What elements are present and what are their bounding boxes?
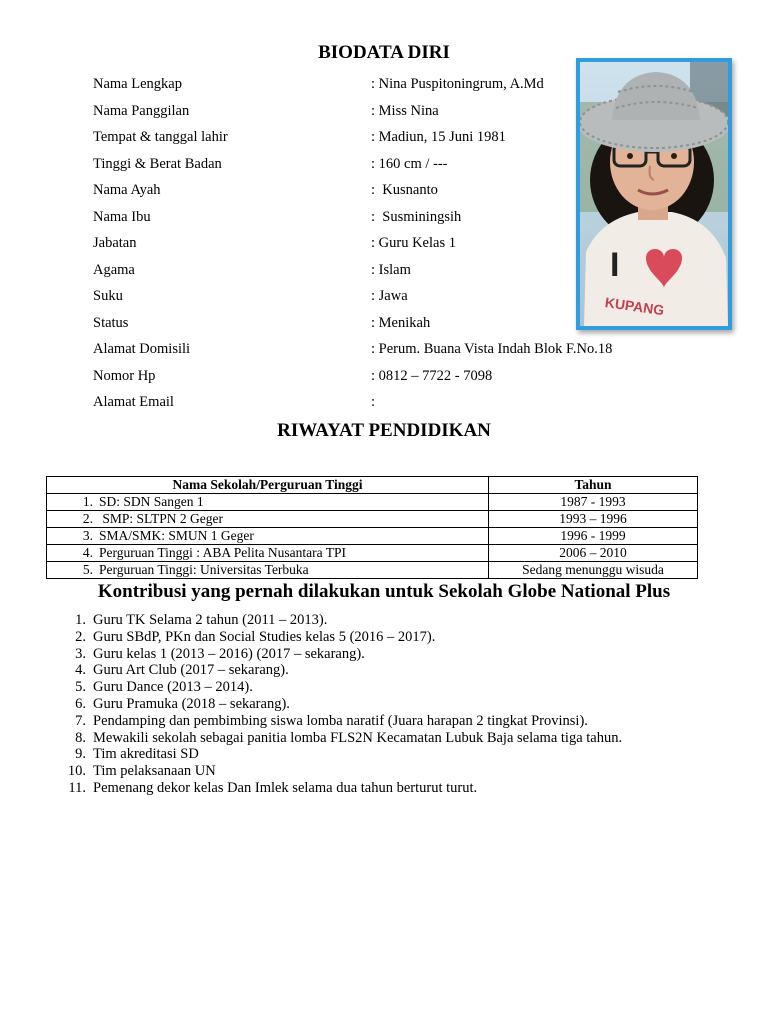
list-number: 3. (75, 645, 86, 662)
biodata-label: Nomor Hp (93, 367, 156, 384)
biodata-row (93, 366, 653, 386)
school-name: Perguruan Tinggi : ABA Pelita Nusantara TPI (99, 545, 347, 560)
biodata-label: Alamat Domisili (93, 341, 191, 357)
biodata-row (93, 260, 653, 280)
biodata-row (93, 127, 653, 147)
biodata-row (93, 392, 653, 412)
list-item (62, 730, 742, 747)
list-item (62, 662, 742, 679)
biodata-value: : Madiun, 15 Juni 1981 (371, 129, 506, 145)
list-number: 9. (75, 746, 86, 763)
row-number: 2. (82, 511, 93, 526)
biodata-label: Nama Ayah (93, 182, 161, 198)
list-text: Pemenang dekor kelas Dan Imlek selama dua tahun berturut turut. (93, 779, 478, 796)
list-number: 5. (75, 679, 86, 696)
biodata-label: Nama Panggilan (93, 102, 190, 119)
list-number: 11. (68, 779, 86, 796)
biodata-label: Nama Lengkap (93, 76, 182, 92)
row-number: 5. (82, 562, 93, 577)
biodata-label: Jabatan (93, 235, 137, 251)
list-text: Guru Pramuka (2018 – sekarang). (93, 695, 290, 712)
biodata-label: Agama (93, 261, 135, 278)
biodata-value: : Guru Kelas 1 (371, 235, 456, 251)
biodata-row (93, 74, 653, 94)
school-name: Perguruan Tinggi: Universitas Terbuka (99, 562, 309, 577)
school-cell (47, 511, 489, 528)
list-text: Guru TK Selama 2 tahun (2011 – 2013). (93, 612, 328, 628)
biodata-value: : Jawa (371, 288, 408, 304)
school-cell (47, 545, 489, 562)
education-title: RIWAYAT PENDIDIKAN (277, 420, 491, 441)
biodata-row (93, 233, 653, 253)
school-cell (47, 528, 489, 545)
biodata-value: : Miss Nina (371, 102, 439, 119)
shirt-text-kupang: KUPANG (603, 294, 666, 319)
table-row (47, 511, 698, 528)
school-name: SD: SDN Sangen 1 (99, 494, 204, 509)
biodata-row (93, 101, 653, 121)
table-row (47, 562, 698, 579)
biodata-row (93, 154, 653, 174)
biodata-row (93, 313, 653, 333)
biodata-label: Tempat & tanggal lahir (93, 129, 228, 145)
shirt-text-i: I (610, 246, 620, 284)
list-text: Guru SBdP, PKn dan Social Studies kelas 5 (2016 – 2017). (93, 628, 436, 645)
list-number: 6. (75, 695, 86, 712)
table-header-row (47, 477, 698, 494)
biodata-row (93, 339, 653, 359)
list-text: Guru kelas 1 (2013 – 2016) (2017 – sekarang). (93, 645, 365, 662)
school-name: SMP: SLTPN 2 Geger (99, 511, 224, 526)
list-number: 4. (75, 662, 86, 679)
biodata-label: Tinggi & Berat Badan (93, 155, 222, 172)
header-year: Tahun (489, 477, 698, 494)
year-cell: 1993 – 1996 (489, 511, 698, 528)
year-cell: Sedang menunggu wisuda (489, 562, 698, 579)
header-school: Nama Sekolah/Perguruan Tinggi (47, 477, 489, 494)
biodata-row (93, 180, 653, 200)
list-item (62, 780, 742, 797)
list-number: 1. (75, 612, 86, 628)
education-table (46, 476, 698, 579)
year-cell: 2006 – 2010 (489, 545, 698, 562)
list-number: 8. (75, 729, 86, 746)
contributions-list (62, 612, 742, 797)
list-number: 7. (75, 712, 86, 729)
list-text: Guru Dance (2013 – 2014). (93, 679, 253, 696)
year-cell: 1987 - 1993 (489, 494, 698, 511)
list-item (62, 746, 742, 763)
biodata-row (93, 207, 653, 227)
list-text: Guru Art Club (2017 – sekarang). (93, 662, 289, 679)
list-text: Mewakili sekolah sebagai panitia lomba FLS2N Kecamatan Lubuk Baja selama tiga tahun. (93, 729, 623, 746)
school-name: SMA/SMK: SMUN 1 Geger (99, 528, 254, 543)
row-number: 1. (82, 494, 93, 509)
list-item (62, 646, 742, 663)
biodata-value: : Nina Puspitoningrum, A.Md (371, 76, 544, 92)
list-number: 2. (75, 628, 86, 645)
school-cell (47, 562, 489, 579)
row-number: 4. (82, 545, 93, 560)
list-item (62, 612, 742, 629)
school-cell (47, 494, 489, 511)
row-number: 3. (82, 528, 93, 543)
list-item (62, 629, 742, 646)
list-item (62, 679, 742, 696)
list-text: Pendamping dan pembimbing siswa lomba naratif (Juara harapan 2 tingkat Provinsi). (93, 712, 588, 729)
biodata-value: : 0812 – 7722 - 7098 (371, 367, 493, 384)
table-row (47, 545, 698, 562)
year-cell: 1996 - 1999 (489, 528, 698, 545)
biodata-value: : 160 cm / --- (371, 155, 448, 172)
list-text: Tim pelaksanaan UN (93, 763, 216, 780)
biodata-label: Suku (93, 288, 123, 304)
biodata-label: Nama Ibu (93, 208, 151, 225)
biodata-label: Alamat Email (93, 394, 174, 410)
table-row (47, 494, 698, 511)
biodata-value: : Perum. Buana Vista Indah Blok F.No.18 (371, 341, 613, 357)
list-item (62, 763, 742, 780)
biodata-value: : Susminingsih (371, 208, 462, 225)
biodata-value: : Menikah (371, 314, 431, 331)
biodata-value: : (371, 394, 376, 410)
biodata-label: Status (93, 314, 129, 331)
biodata-value: : Islam (371, 261, 411, 278)
portrait-image (580, 62, 728, 326)
list-item (62, 696, 742, 713)
biodata-value: : Kusnanto (371, 182, 438, 198)
contributions-title: Kontribusi yang pernah dilakukan untuk Sekolah Globe National Plus (97, 581, 671, 602)
profile-photo (576, 58, 732, 330)
page-title: BIODATA DIRI (318, 42, 450, 63)
list-text: Tim akreditasi SD (93, 746, 199, 763)
biodata-row (93, 286, 653, 306)
list-item (62, 713, 742, 730)
table-row (47, 528, 698, 545)
list-number: 10. (67, 763, 86, 780)
